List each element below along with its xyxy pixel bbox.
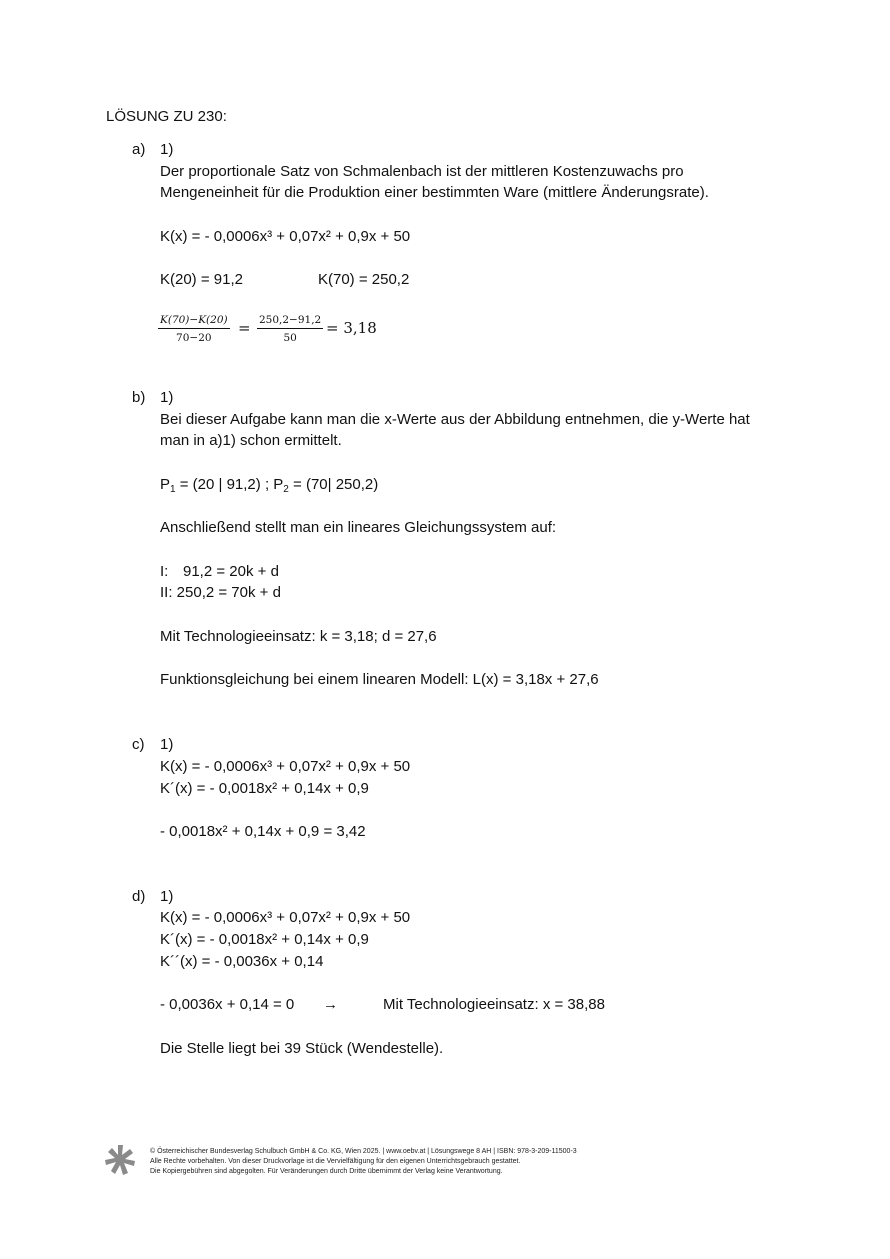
- part-d-derivative-2: K´´(x) = - 0,0036x + 0,14: [160, 953, 324, 970]
- publisher-logo-icon: [104, 1144, 136, 1176]
- part-a-label: a): [132, 141, 146, 158]
- solution-heading: LÖSUNG ZU 230:: [106, 108, 227, 125]
- part-a-result: = 3,18: [326, 319, 377, 337]
- part-a-sub: 1): [160, 141, 174, 158]
- part-d-label: d): [132, 888, 146, 905]
- part-d-sub: 1): [160, 888, 174, 905]
- part-c-function: K(x) = - 0,0006x³ + 0,07x² + 0,9x + 50: [160, 758, 411, 775]
- fraction-2-denominator: 50: [283, 332, 297, 344]
- part-b-system-intro: Anschließend stellt man ein lineares Gleichungssystem auf:: [160, 519, 557, 536]
- part-a-fraction-2: [257, 314, 323, 344]
- part-d-technology: Mit Technologieeinsatz: x = 38,88: [383, 996, 605, 1013]
- part-b-equation-ii: II: 250,2 = 70k + d: [160, 584, 281, 601]
- part-b-text-2: man in a)1) schon ermittelt.: [160, 432, 342, 449]
- fraction-1-denominator: 70−20: [176, 332, 212, 344]
- footer-rights: Alle Rechte vorbehalten. Von dieser Druckvorlage ist die Vervielfältigung für den eigenen Unterrichtsgebrauch gestattet.: [150, 1158, 521, 1165]
- part-c-sub: 1): [160, 736, 174, 753]
- part-d-function: K(x) = - 0,0006x³ + 0,07x² + 0,9x + 50: [160, 909, 411, 926]
- part-d-derivative-1: K´(x) = - 0,0018x² + 0,14x + 0,9: [160, 931, 369, 948]
- point-1-value: = (20 | 91,2) ;: [175, 476, 274, 493]
- point-2-name: P: [273, 476, 284, 493]
- part-c-derivative: K´(x) = - 0,0018x² + 0,14x + 0,9: [160, 780, 369, 797]
- point-2-value: = (70| 250,2): [288, 476, 379, 493]
- footer-disclaimer: Die Kopiergebühren sind abgegolten. Für Veränderungen durch Dritte übernimmt der Verlag keine Verantwortung.: [150, 1168, 503, 1175]
- part-d-conclusion: Die Stelle liegt bei 39 Stück (Wendestelle).: [160, 1040, 444, 1057]
- part-a-equals: =: [238, 319, 251, 337]
- part-b-technology: Mit Technologieeinsatz: k = 3,18; d = 27,6: [160, 628, 437, 645]
- part-a-function: K(x) = - 0,0006x³ + 0,07x² + 0,9x + 50: [160, 228, 411, 245]
- part-a-k70: K(70) = 250,2: [318, 271, 410, 288]
- footer-copyright: © Österreichischer Bundesverlag Schulbuch GmbH & Co. KG, Wien 2025. | www.oebv.at | Lösungswege 8 AH | ISBN: 978-3-209-11500-3: [150, 1148, 577, 1155]
- part-b-points: [160, 474, 378, 501]
- fraction-1-numerator: K(70)−K(20): [158, 314, 230, 329]
- part-b-equation-i-label: I:: [160, 563, 169, 580]
- part-c-label: c): [132, 736, 145, 753]
- part-a-fraction-1: [158, 314, 230, 344]
- point-1-name: P: [160, 476, 171, 493]
- part-b-equation-i: 91,2 = 20k + d: [183, 563, 279, 580]
- part-b-sub: 1): [160, 389, 174, 406]
- arrow-right-icon: →: [323, 996, 338, 1013]
- point-2-subscript: 2: [283, 484, 289, 495]
- point-1-subscript: 1: [170, 484, 176, 495]
- part-d-equation: - 0,0036x + 0,14 = 0: [160, 996, 295, 1013]
- fraction-2-numerator: 250,2−91,2: [257, 314, 323, 329]
- part-b-text-1: Bei dieser Aufgabe kann man die x-Werte aus der Abbildung entnehmen, die y-Werte hat: [160, 411, 750, 428]
- part-a-k20: K(20) = 91,2: [160, 271, 243, 288]
- part-b-model: Funktionsgleichung bei einem linearen Modell: L(x) = 3,18x + 27,6: [160, 671, 599, 688]
- part-c-equation: - 0,0018x² + 0,14x + 0,9 = 3,42: [160, 823, 366, 840]
- part-b-label: b): [132, 389, 146, 406]
- part-a-text-1: Der proportionale Satz von Schmalenbach ist der mittleren Kostenzuwachs pro: [160, 163, 684, 180]
- part-a-text-2: Mengeneinheit für die Produktion einer bestimmten Ware (mittlere Änderungsrate).: [160, 184, 709, 201]
